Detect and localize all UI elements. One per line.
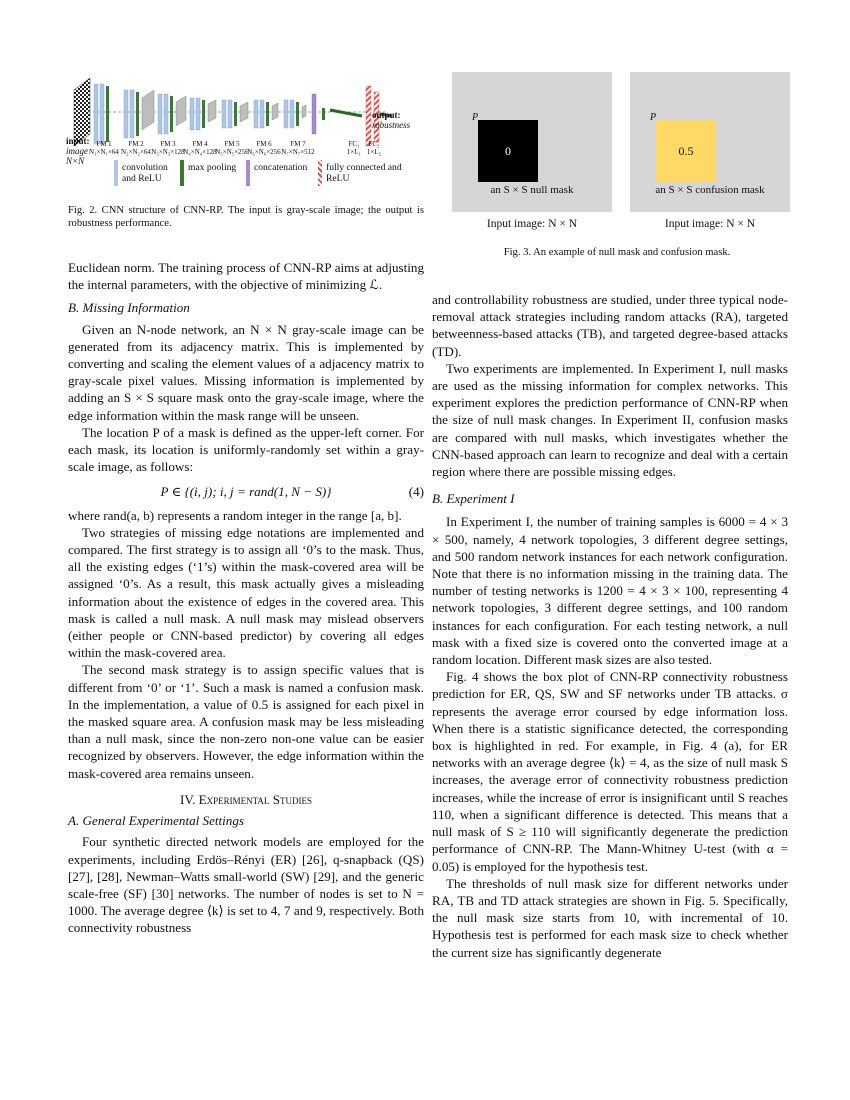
paragraph: The location P of a mask is defined as the upper-left corner. For each mask, its location is uniformly-randomly set within a gray-scale image, as follows: <box>68 424 424 475</box>
fm-label: FM 4 N₄×N₄×128 <box>183 140 217 156</box>
legend-concat: concatenation <box>254 162 308 173</box>
paragraph: where rand(a, b) represents a random integer in the range [a, b]. <box>68 507 402 523</box>
fm-label: FM 6 N₆×N₆×256 <box>247 140 281 156</box>
fm-label: FM 2 N₂×N₂×64 <box>121 140 151 156</box>
fm-label: FM 1 N₁×N₁×64 <box>89 140 119 156</box>
paragraph: Two strategies of missing edge notations are implemented and compared. The first strategy is to assign all ‘0’s to the mask. Thus, all the existing edges (‘1’s) within the mask-covered area will be assigned ‘0’s. As a result, this mask actually gives a misleading information about the existence of edges in the covered area. This mask is called a null mask. A null mask may mislead observers (either people or CNN-based predictor) by covering all edges within the mask-covered area. <box>68 524 424 661</box>
figure-2-caption: Fig. 2. CNN structure of CNN-RP. The input is gray-scale image; the output is robustness performance. <box>68 205 424 229</box>
fm-label: FM 5 N₅×N₅×256 <box>215 140 249 156</box>
legend-pool: max pooling <box>188 162 237 173</box>
fm-label: FM 3 N₃×N₃×128 <box>151 140 185 156</box>
paragraph: The thresholds of null mask size for different networks under RA, TB and TD attack strategies are shown in Fig. 5. Specifically, the null mask size starts from 10, with incremental of 10. Hypothesis test is performed for each mask size to check whether the current size has significantly degenerate <box>432 875 788 960</box>
input-label: input: image N×N <box>66 136 90 166</box>
conv-layer-group <box>94 84 392 146</box>
paragraph: Fig. 4 shows the box plot of CNN-RP connectivity robustness prediction for ER, QS, SW and SF networks under TB attacks. σ represents the average error coursed by edge information loss. When there is a statistic significance detected, the corresponding box is highlighted in red. For example, in Fig. 4 (a), for ER networks with an average degree ⟨k⟩ = 4, as the size of null mask S increases, the average error of connectivity robustness prediction increases, while the increase of error is insignificant until S reaches 110, when a significant difference is detected. This means that a null mask of S ≥ 110 will significantly degenerate the prediction performance of CNN-RP. The Mann-Whitney U-test (with α = 0.05) is employed for the hypothesis test. <box>432 669 788 874</box>
paragraph: Given an N-node network, an N × N gray-scale image can be generated from its adjacency matrix. This is implemented by converting and scaling the element values of a adjacency matrix to gray-scale pixel values. Missing information is implemented by adding an S × S square mask onto the gray-scale image, where the edge information within the mask range will be unseen. <box>68 321 424 423</box>
section-heading: B. Experiment I <box>432 491 515 507</box>
figure-2-cnn-structure <box>66 72 424 200</box>
paragraph: In Experiment I, the number of training samples is 6000 = 4 × 3 × 500, namely, 4 network topologies, 3 different degree settings, and 500 random network instances for each network configuration. Note that there is no information missing in the training data. The number of testing networks is 1200 = 4 × 3 × 100, representing 4 network topologies, 3 different degree settings, and 100 random instances for each configuration. For each testing network, a null mask with a fixed size is covered onto the converted image at a random location. Different mask sizes are also tested. <box>432 514 788 668</box>
fm-label: FC₂ 1×L₂ <box>366 140 382 156</box>
legend-fc: fully connected and ReLU <box>326 162 402 184</box>
confusion-mask-title: an S × S confusion mask <box>655 184 765 196</box>
fm-label: FM 7 N₇×N₇×512 <box>281 140 315 156</box>
null-mask-square: 0 <box>478 120 538 182</box>
paragraph: Two experiments are implemented. In Experiment I, null masks are used as the missing information for complex networks. This experiment explores the prediction performance of CNN-RP when the size of null mask changes. In Experiment II, confusion masks are compared with null masks, which investigates whether the CNN-based approach can learn to recognize and deal with a certain region where there are possible missing edges. <box>432 360 788 480</box>
equation-4: P ∈ {(i, j); i, j = rand(1, N − S)} (4) <box>160 484 424 500</box>
output-label: output: robustness <box>372 110 411 130</box>
null-mask-title: an S × S null mask <box>490 184 574 196</box>
section-title: IV. Experimental Studies <box>179 791 312 807</box>
paragraph: The second mask strategy is to assign specific values that is different from ‘0’ or ‘1’. Such a mask is named a confusion mask. In the implementation, a value of 0.5 is assigned for each pixel in the masked square area. A confusion mask may be less misleading than a null mask, since the non-zero non-one value can be easier recognized by observers. However, the edge information within the mask-covered area remains unseen. <box>68 662 424 781</box>
fm-label: FC₁ 1×L₁ <box>346 140 362 156</box>
figure-3-caption: Fig. 3. An example of null mask and confusion mask. <box>503 247 731 258</box>
p-label: P <box>650 112 657 123</box>
input-image-label: Input image: N × N <box>486 218 578 230</box>
paragraph: Euclidean norm. The training process of CNN-RP aims at adjusting the internal parameters, with the objective of minimizing ℒ. <box>68 260 424 293</box>
paragraph: and controllability robustness are studied, under three typical node-removal attack strategies including random attacks (RA), targeted betweenness-based attacks (TB), and targeted degree-based attacks (TD). <box>432 292 788 359</box>
null-mask-panel <box>452 72 612 212</box>
confusion-mask-panel <box>630 72 790 212</box>
input-image-label: Input image: N × N <box>664 218 756 230</box>
section-heading: B. Missing Information <box>68 300 190 316</box>
section-heading: A. General Experimental Settings <box>68 813 244 829</box>
right-column <box>432 291 788 961</box>
p-label: P <box>472 112 479 123</box>
confusion-mask-square: 0.5 <box>656 120 716 182</box>
legend-conv: convolution and ReLU <box>122 162 168 184</box>
left-column <box>68 259 424 937</box>
paragraph: Four synthetic directed network models are employed for the experiments, including Erdös–Rényi (ER) [26], q-snapback (QS) [27], [28], Newman–Watts small-world (SW) [29], and the generic scale-free (SF) [30] networks. The number of nodes is set to N = 1000. The average degree ⟨k⟩ is set to 4, 7 and 9, respectively. Both connectivity robustness <box>68 834 424 936</box>
